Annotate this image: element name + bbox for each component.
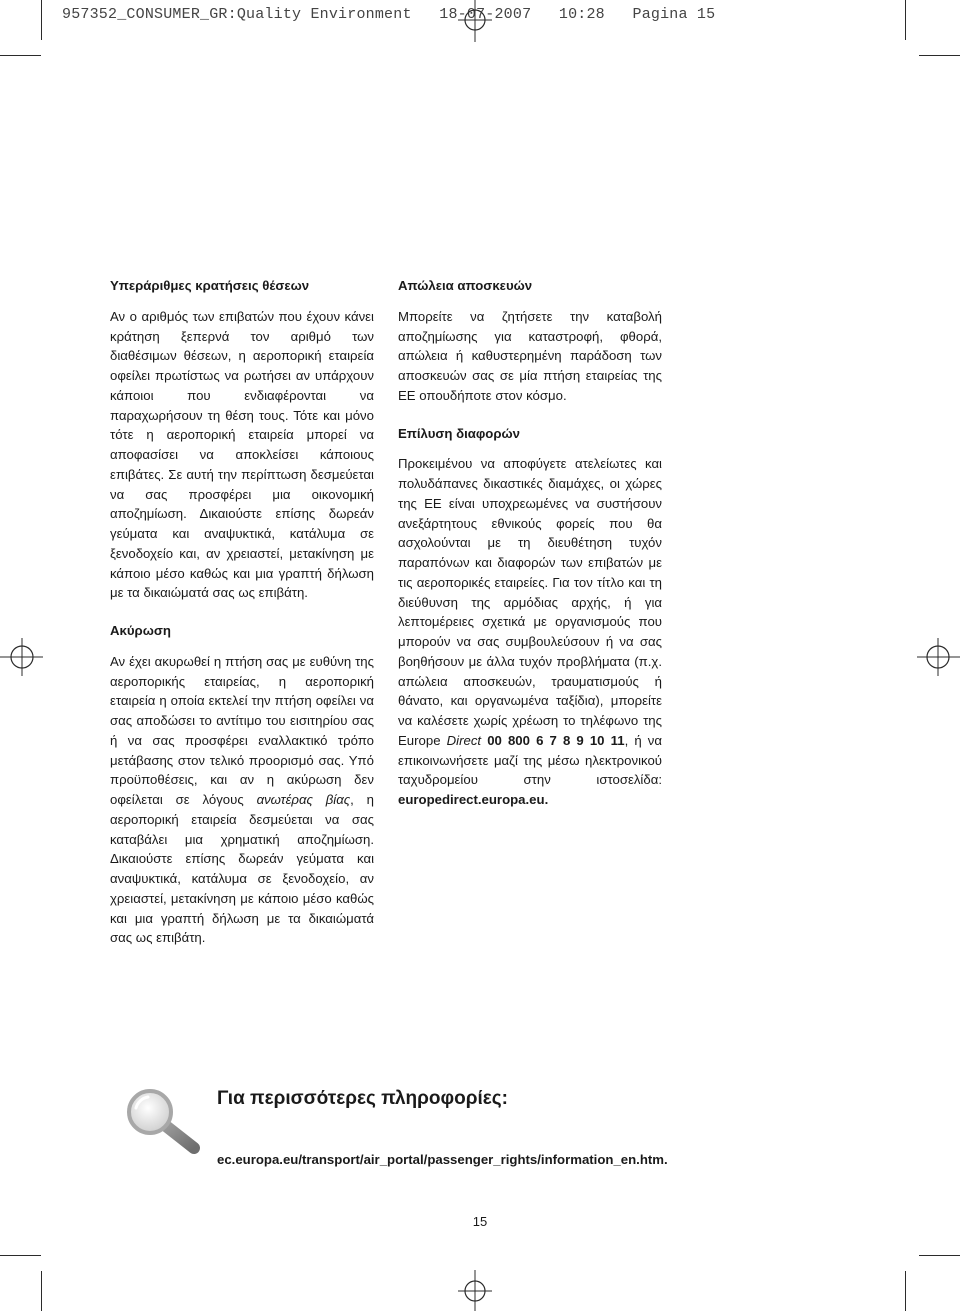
registration-mark-top [455,0,495,50]
cancellation-text-part: , η αεροπορική εταιρεία δεσμεύεται να σας καταβάλει μια χρηματική αποζημίωση. Δικαιούστε επίσης δωρεάν γεύματα και αναψυκτικά, κατάλυμα σε ξενοδοχείο, αν χρειαστεί, μετακίνηση με κάποιο μέσο καθώς και μια γραπτή δήλωση με τα δικαιώματά σας ως επιβάτη. [110,792,374,946]
crop-mark [919,1255,960,1256]
overbooking-text: Αν ο αριθμός των επιβατών που έχουν κάνει κράτηση ξεπερνά τον αριθμό των διαθέσιμων θέσεων, η αεροπορική εταιρεία οφείλει πρωτίστως να ρωτήσει αν υπάρχουν κάποιοι που ενδιαφέρονται να παραχωρήσουν τη θέση τους. Τότε και μόνο τότε η αεροπορική εταιρεία μπορεί να αποφασίσει να αποκλείσει κάποιους επιβάτες. Σε αυτή την περίπτωση δεσμεύεται να σας προσφέρει μια οικονομική αποζημίωση. Δικαιούστε επίσης δωρεάν γεύματα και αναψυκτικά, κατάλυμα σε ξενοδοχείο και, αν χρειαστεί, μετακίνηση με κάποιο μέσο καθώς και μια γραπτή δήλωση με τα δικαιώματά σας ως επιβάτη. [110,308,374,601]
disputes-text-part: , ή να επικοινωνήσετε μαζί της μέσω ηλεκτρονικού ταχυδρομείου στην ιστοσελίδα: [398,732,662,788]
left-column [110,276,374,948]
disputes-text [398,454,662,810]
more-info-link[interactable]: ec.europa.eu/transport/air_portal/passenger_rights/information_en.htm. [217,1152,668,1167]
page-number: 15 [472,1214,488,1229]
magnifier-icon [122,1088,204,1160]
right-column [398,276,662,810]
overbooking-heading: Υπεράριθμες κρατήσεις θέσεων [110,278,310,293]
baggage-text: Μπορείτε να ζητήσετε την καταβολή αποζημίωσης για καταστροφή, φθορά, απώλεια ή καθυστερημένη παράδοση των αποσκευών σας σε μία πτήση εταιρείας της ΕΕ οπουδήποτε στον κόσμο. [398,308,662,403]
baggage-heading: Απώλεια αποσκευών [398,278,533,293]
registration-mark-left [0,635,45,680]
more-info-box [112,1088,692,1178]
print-slug: 957352_CONSUMER_GR:Quality Environment 18-07-2007 10:28 Pagina 15 [62,6,716,23]
registration-mark-right [915,635,960,680]
force-majeure-text: ανωτέρας βίας [256,792,351,807]
registration-mark-bottom [455,1262,495,1311]
europe-direct-site[interactable]: europedirect.europa.eu. [398,792,549,807]
crop-mark [905,1271,906,1311]
crop-mark [919,55,960,56]
cancellation-heading: Ακύρωση [110,623,171,638]
disputes-heading: Επίλυση διαφορών [398,425,520,441]
crop-mark [41,0,42,40]
direct-text: Direct [446,732,482,748]
disputes-text-part: Προκειμένου να αποφύγετε ατελείωτες και πολυδάπανες δικαστικές διαμάχες, οι χώρες της ΕΕ είναι υποχρεωμένες να συστήσουν ανεξάρτητους εθνικούς φορείς που θα ασχολούνται με τη διευθέτηση τυχόν παραπόνων και διαφορών των επιβατών με τις αεροπορικές εταιρείες. Για τον τίτλο και τη διεύθυνση της αρμόδιας αρχής, ή για λεπτομέρειες σχετικά με οργανισμούς που μπορούν να σας συμβουλεύσουν ή να σας βοηθήσουν με άλλα τυχόν προβλήματα (π.χ. απώλεια αποσκευών, τραυματισμούς ή θάνατο, και οργανωμένα ταξίδια), μπορείτε να καλέσετε χωρίς χρέωση το τηλέφωνο της Europe [398,456,662,748]
cancellation-text [110,652,374,948]
crop-mark [905,0,906,40]
more-info-title: Για περισσότερες πληροφορίες: [217,1088,508,1109]
europe-direct-phone: 00 800 6 7 8 9 10 11 [487,732,625,748]
crop-mark [0,1255,41,1256]
cancellation-text-part: Αν έχει ακυρωθεί η πτήση σας με ευθύνη της αεροπορικής εταιρείας, η αεροπορική εταιρεία η οποία εκτελεί την πτήση οφείλει να σας αποδώσει το αντίτιμο του εισιτηρίου σας ή να σας προσφέρει εναλλακτικό τρόπο μετάβασης στον τελικό προορισμό σας. Υπό προϋποθέσεις, και αν η ακύρωση δεν οφείλεται σε λόγους [110,653,374,807]
crop-mark [0,55,41,56]
crop-mark [41,1271,42,1311]
